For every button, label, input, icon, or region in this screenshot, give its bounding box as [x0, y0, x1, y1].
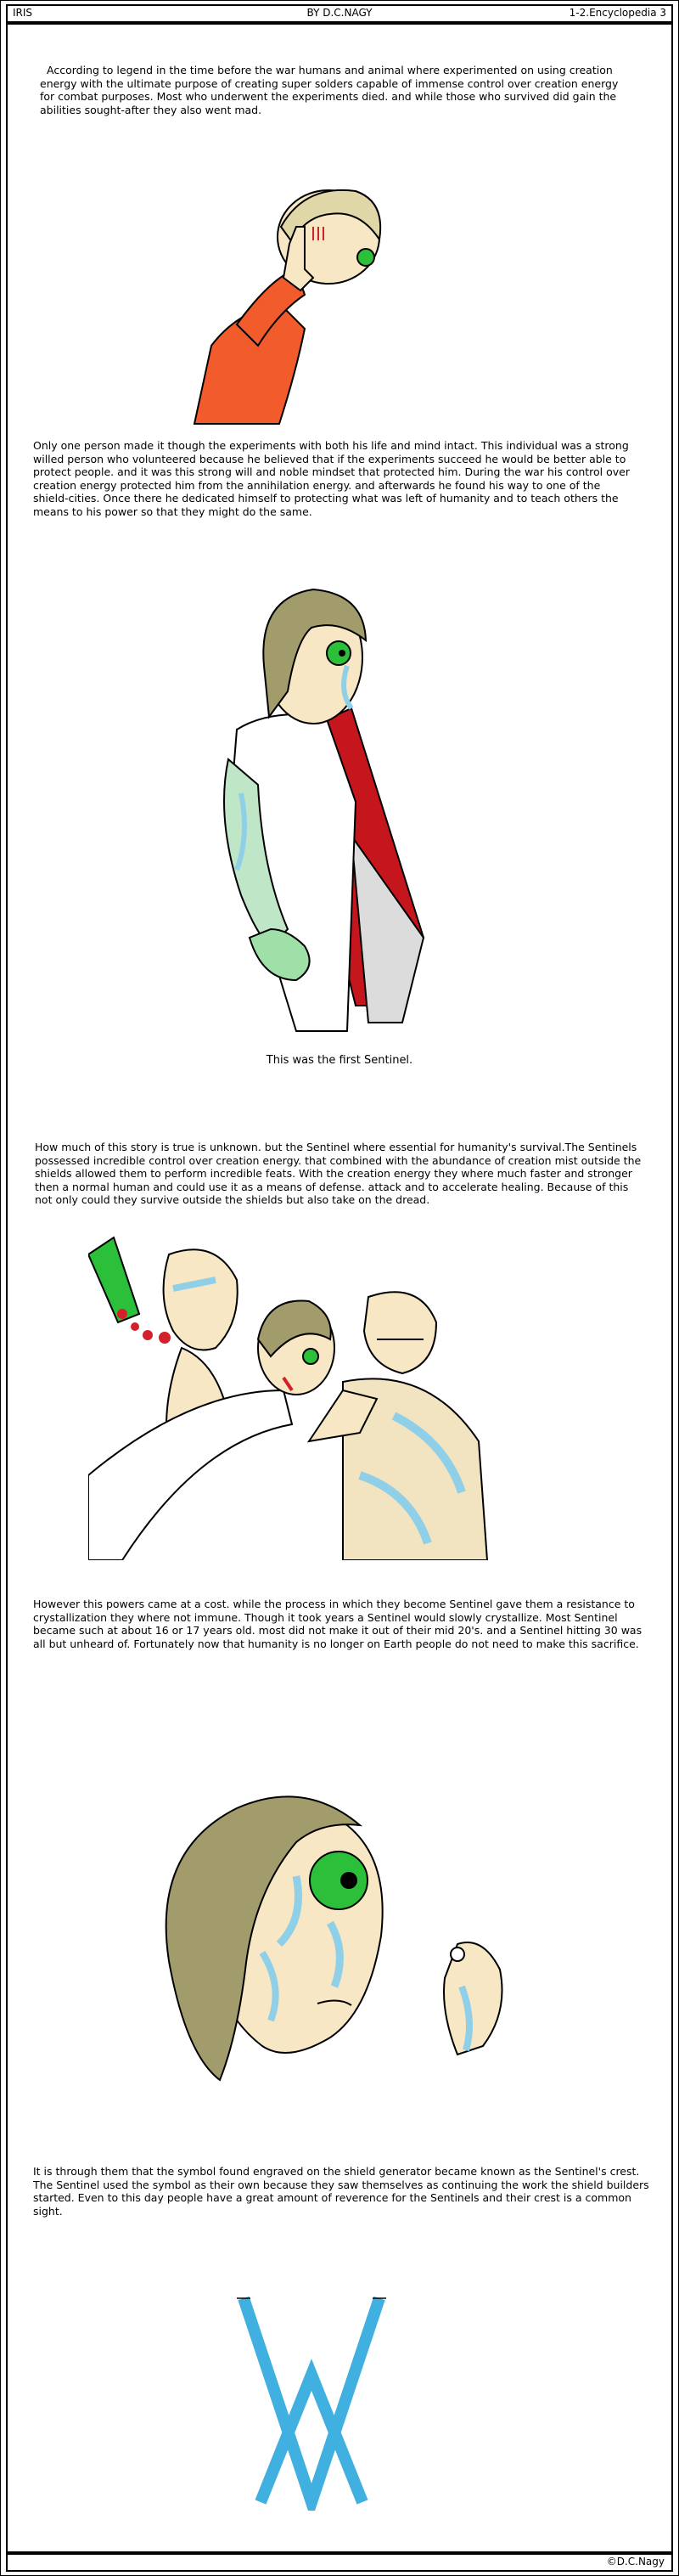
paragraph-5: It is through them that the symbol found engraved on the shield generator became known as the Sentinel's crest. The Sentinel used the symbol as their own because they saw themselves as continuing the work the shield builders started. Even to this day people have a great amount of reverence for the Sentinels and their crest is a common sight. — [33, 2165, 649, 2218]
copyright-text: ©D.C.Nagy — [606, 2556, 665, 2568]
illustration-troubled-figure — [177, 176, 432, 431]
author-credit: BY D.C.NAGY — [306, 7, 373, 19]
footer-bar — [6, 2553, 673, 2572]
sentinel-crest-icon — [227, 2290, 396, 2511]
illustration-battle-scene — [88, 1220, 547, 1560]
illustration-crystallizing-sentinel — [135, 1774, 534, 2105]
page-number: 1-2.Encyclopedia 3 — [569, 7, 666, 19]
series-title: IRIS — [13, 7, 33, 19]
paragraph-4: However this powers came at a cost. while the process in which they become Sentinel gave them a resistance to crystallization they where not immune. Though it took years a Sentinel would slowly crystallize. Most Sentinel became such at about 16 or 17 years old. most did not make it out of their mid 20's. and a Sentinel hitting 30 was all but unheard of. Fortunately now that humanity is no longer on Earth people do not need to make this sacrifice. — [33, 1598, 643, 1650]
header-bar — [6, 4, 673, 23]
figure-caption: This was the first Sentinel. — [266, 1054, 413, 1067]
paragraph-2: Only one person made it though the experiments with both his life and mind intact. This individual was a strong willed person who volunteered because he believed that if the experiments succeed he would be better able to protect people. and it was this strong will and noble mindset that protected him. During the war his control over creation energy protected him from the annihilation energy. and afterwards he found his way to one of the shield-cities. Once there he dedicated himself to protecting what was left of humanity and to teach others the means to his power so that they might do the same. — [33, 439, 630, 518]
illustration-first-sentinel — [169, 581, 449, 1040]
paragraph-1: According to legend in the time before the war humans and animal where experimented on using creation energy with the ultimate purpose of creating super solders capable of immense control over creation energy for combat purposes. Most who underwent the experiments died. and while those who survived did gain the abilities sought-after they also went mad. — [40, 64, 619, 116]
paragraph-3: How much of this story is true is unknown. but the Sentinel where essential for humanity's survival.The Sentinels possessed incredible control over creation energy. that combined with the abundance of creation mist outside the shields allowed them to perform incredible feats. With the creation energy they where much faster and stronger then a normal human and could use it as a means of defense. attack and to accelerate healing. Because of this not only could they survive outside the shields but also take on the dread. — [35, 1141, 642, 1206]
main-panel — [6, 23, 673, 2553]
